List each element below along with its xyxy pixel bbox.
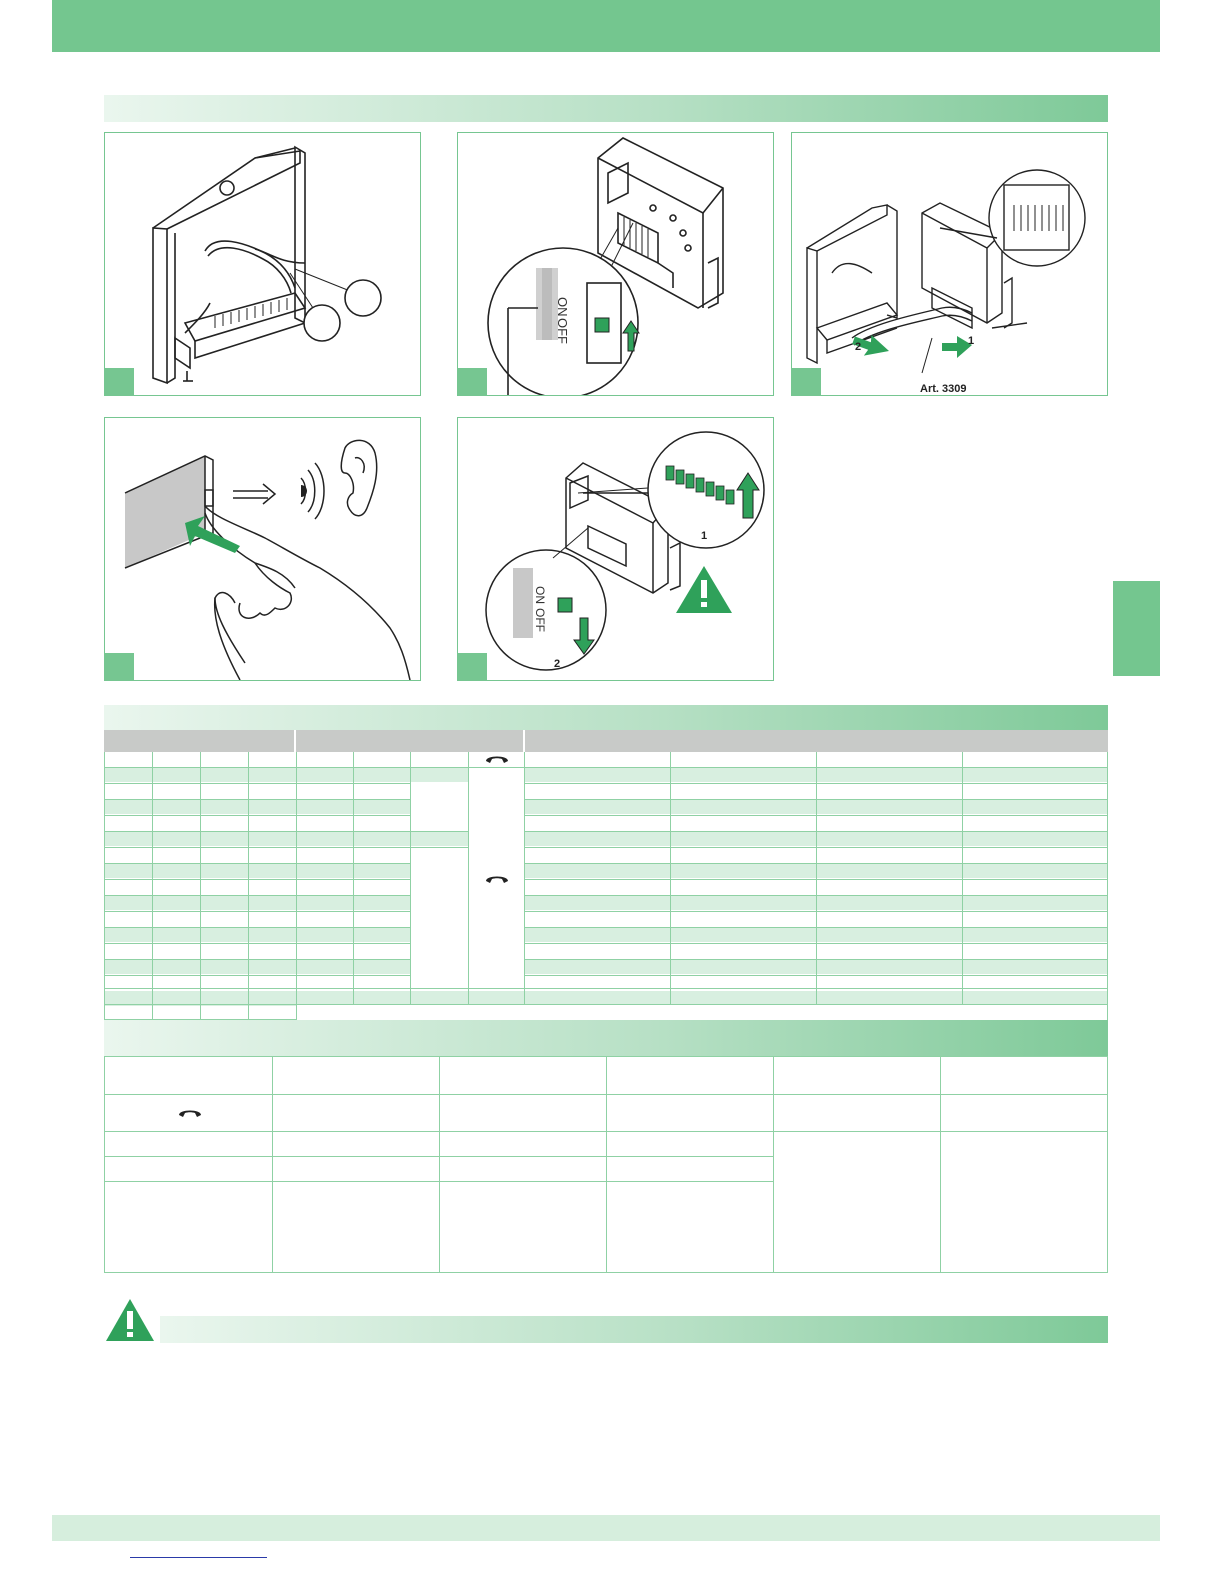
dip-label-1: 1 — [701, 530, 708, 542]
module-switch-illustration — [458, 133, 774, 396]
figure-panel-3 — [791, 132, 1108, 396]
top-header-band — [52, 0, 1160, 52]
arrow-label-1: 1 — [968, 335, 975, 347]
section-bar-functions — [104, 1020, 1108, 1056]
switch-off-label: OFF — [555, 318, 570, 344]
phone-handset-icon — [484, 753, 510, 765]
section-bar-configuration — [104, 705, 1108, 732]
table-header-group-1 — [104, 730, 296, 752]
configuration-table — [104, 730, 1108, 1020]
warning-triangle-icon — [104, 1297, 156, 1343]
table-row — [104, 831, 1108, 846]
figure-panel-1 — [104, 132, 421, 396]
switch-off-label-2: OFF — [533, 608, 547, 632]
figure-number-box — [105, 368, 134, 395]
wall-frame-illustration — [105, 133, 421, 396]
switch-on-label-2: ON — [533, 586, 547, 604]
table-row — [104, 895, 1108, 910]
dip-switch-illustration — [458, 418, 774, 681]
arrow-label-2: 2 — [855, 341, 862, 353]
figure-number-box — [458, 368, 487, 395]
figure-number-box — [458, 653, 487, 680]
phone-handset-icon — [177, 1107, 203, 1119]
side-section-tab — [1113, 581, 1160, 676]
section-bar-warning — [160, 1316, 1108, 1343]
figure-number-box — [792, 368, 821, 395]
table-row — [104, 927, 1108, 942]
figure-panel-4 — [104, 417, 421, 681]
table-row — [104, 959, 1108, 974]
phone-handset-icon — [484, 873, 510, 885]
table-header-group-3 — [525, 730, 1108, 752]
figure-panel-5 — [457, 417, 774, 681]
article-label: Art. 3309 — [920, 383, 967, 395]
functions-table — [104, 1056, 1108, 1273]
button-press-illustration — [105, 418, 421, 681]
table-row — [104, 767, 1108, 782]
switch-label-2: 2 — [554, 658, 561, 670]
footer-link-underline[interactable] — [130, 1557, 267, 1558]
section-bar-installation — [104, 95, 1108, 122]
flat-cable-illustration — [792, 133, 1108, 396]
table-header-group-2 — [296, 730, 525, 752]
table-row — [104, 799, 1108, 814]
switch-on-label: ON — [555, 297, 570, 317]
table-row — [104, 863, 1108, 878]
footer-band — [52, 1515, 1160, 1541]
figure-number-box — [105, 653, 134, 680]
figure-panel-2 — [457, 132, 774, 396]
